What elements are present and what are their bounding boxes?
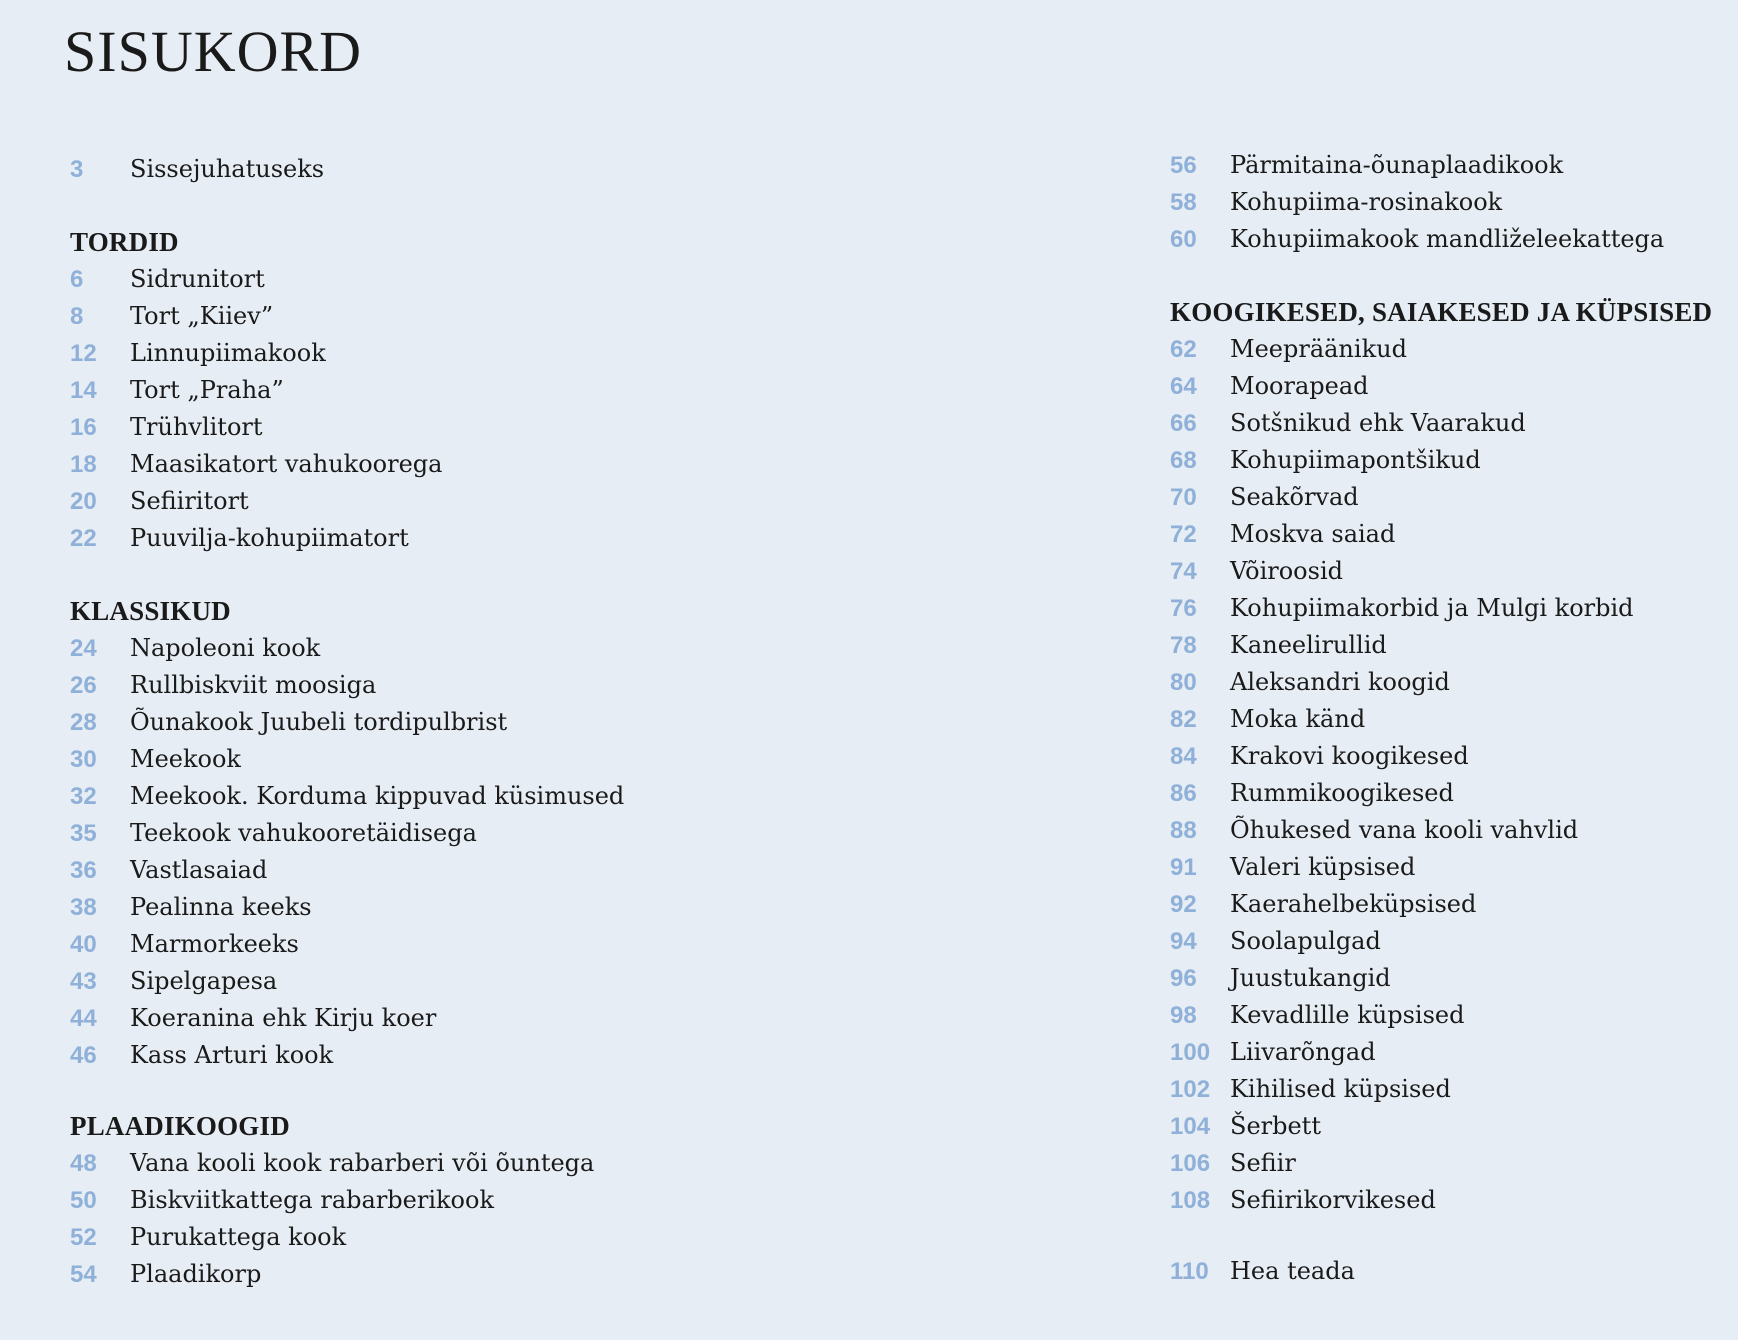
entry-title: Pärmitaina-õunaplaadikook [1230, 151, 1564, 179]
entry-title: Teekook vahukooretäidisega [130, 819, 477, 847]
entry-title: Šerbett [1230, 1112, 1321, 1140]
entry-title: Maasikatort vahukoorega [130, 450, 443, 478]
page-number: 64 [1170, 373, 1197, 400]
toc-section-koogikesed [1170, 294, 1712, 1219]
toc-entry[interactable] [1170, 886, 1712, 923]
entry-title: Biskviitkattega rabarberikook [130, 1186, 494, 1214]
toc-entry[interactable] [70, 1219, 347, 1256]
entry-title: Kohupiimapontšikud [1230, 446, 1481, 474]
entry-title: Hea teada [1230, 1257, 1355, 1285]
page-number: 68 [1170, 447, 1197, 474]
entry-title: Plaadikorp [130, 1260, 262, 1288]
page-number: 35 [70, 820, 97, 847]
page-number: 12 [70, 340, 97, 367]
page-number: 74 [1170, 558, 1197, 585]
toc-entry[interactable] [1170, 1145, 1712, 1182]
entry-title: Pealinna keeks [130, 893, 312, 921]
toc-section-tordid [70, 224, 443, 557]
toc-section-klassikud [70, 593, 625, 1074]
page-number: 14 [70, 377, 97, 404]
page-number: 16 [70, 414, 97, 441]
page-number: 66 [1170, 410, 1197, 437]
entry-title: Sefiirikorvikesed [1230, 1186, 1436, 1214]
page-number: 22 [70, 525, 97, 552]
page-number: 72 [1170, 521, 1197, 548]
entry-title: Koeranina ehk Kirju koer [130, 1004, 437, 1032]
page-number: 44 [70, 1005, 97, 1032]
toc-entry[interactable] [70, 741, 241, 778]
page-number: 62 [1170, 336, 1197, 363]
page-number: 54 [70, 1261, 97, 1288]
section-heading: TORDID [70, 227, 179, 257]
page-number: 100 [1170, 1039, 1211, 1066]
toc-entry[interactable] [70, 1256, 290, 1293]
entry-title: Rummikoogikesed [1230, 779, 1454, 807]
entry-title: Õhukesed vana kooli vahvlid [1230, 816, 1579, 844]
toc-entry[interactable] [1170, 1071, 1712, 1108]
entry-title: Moka känd [1230, 705, 1366, 733]
toc-entry[interactable] [1170, 405, 1712, 442]
toc-entry[interactable] [70, 335, 326, 372]
page-number: 94 [1170, 928, 1197, 955]
toc-entry[interactable] [70, 667, 377, 704]
entry-title: Õunakook Juubeli tordipulbrist [130, 708, 508, 736]
toc-section-plaadikoogid [70, 1108, 595, 1293]
page-number: 48 [70, 1150, 97, 1177]
toc-entry[interactable] [1170, 1182, 1712, 1219]
page-number: 70 [1170, 484, 1197, 511]
toc-entry[interactable] [70, 1182, 494, 1219]
toc-entry[interactable] [1170, 923, 1712, 960]
page-number: 91 [1170, 854, 1197, 881]
page-number: 82 [1170, 706, 1197, 733]
toc-entry[interactable] [1170, 368, 1712, 405]
toc-entry[interactable] [1170, 516, 1712, 553]
toc-entry[interactable] [70, 1000, 437, 1037]
page-number: 43 [70, 968, 97, 995]
toc-entry[interactable] [70, 1145, 595, 1182]
page-number: 56 [1170, 152, 1197, 179]
toc-entry[interactable] [1170, 701, 1712, 738]
entry-title: Tort „Praha” [130, 376, 284, 404]
page-number: 98 [1170, 1002, 1197, 1029]
page-number: 86 [1170, 780, 1197, 807]
entry-title: Rullbiskviit moosiga [130, 671, 377, 699]
page-number: 76 [1170, 595, 1197, 622]
entry-title: Kass Arturi kook [130, 1041, 334, 1069]
toc-entry[interactable] [70, 298, 274, 335]
entry-title: Meekook. Korduma kippuvad küsimused [130, 782, 625, 810]
toc-entry[interactable] [1170, 553, 1712, 590]
toc-entry[interactable] [70, 815, 477, 852]
page-number: 104 [1170, 1113, 1211, 1140]
page-number: 96 [1170, 965, 1197, 992]
entry-title: Soolapulgad [1230, 927, 1381, 955]
page-number: 6 [70, 266, 84, 293]
toc-entry[interactable] [1170, 590, 1712, 627]
toc-entry[interactable] [1170, 1108, 1712, 1145]
toc-entry[interactable] [70, 483, 249, 520]
toc-entry[interactable] [70, 1037, 334, 1074]
page-number: 80 [1170, 669, 1197, 696]
entry-title: Sotšnikud ehk Vaarakud [1230, 409, 1526, 437]
page-number: 52 [70, 1224, 97, 1251]
page-number: 108 [1170, 1187, 1211, 1214]
entry-title: Liivarõngad [1230, 1038, 1376, 1066]
entry-title: Sidrunitort [130, 265, 265, 293]
entry-title: Purukattega kook [130, 1223, 347, 1251]
toc-entry[interactable] [70, 520, 409, 557]
entry-title: Meepräänikud [1230, 335, 1407, 363]
page-number: 110 [1170, 1258, 1209, 1285]
entry-title: Tort „Kiiev” [130, 302, 274, 330]
page-number: 78 [1170, 632, 1197, 659]
entry-title: Seakõrvad [1230, 483, 1359, 511]
toc-entry[interactable] [70, 261, 265, 298]
page-number: 3 [70, 156, 84, 183]
entry-title: Sefiiritort [130, 487, 249, 515]
entry-title: Moorapead [1230, 372, 1369, 400]
toc-entry[interactable] [70, 963, 278, 1000]
toc-entry[interactable] [1170, 479, 1712, 516]
toc-entry[interactable] [70, 372, 284, 409]
page-number: 32 [70, 783, 97, 810]
toc-entry[interactable] [1170, 738, 1712, 775]
page-number: 58 [1170, 189, 1197, 216]
entry-title: Napoleoni kook [130, 634, 321, 662]
toc-entry[interactable] [1170, 849, 1712, 886]
entry-title: Sissejuhatuseks [130, 155, 325, 183]
toc-entry[interactable] [1170, 442, 1712, 479]
entry-title: Sefiir [1230, 1149, 1296, 1177]
toc-entry[interactable] [70, 778, 625, 815]
toc-entry[interactable] [70, 889, 312, 926]
toc-entry[interactable] [70, 926, 299, 963]
entry-title: Kihilised küpsised [1230, 1075, 1451, 1103]
toc-entry[interactable] [1170, 1034, 1712, 1071]
entry-title: Trühvlitort [130, 413, 263, 441]
page-number: 28 [70, 709, 97, 736]
section-heading: KOOGIKESED, SAIAKESED JA KÜPSISED [1170, 297, 1713, 327]
entry-title: Kohupiimakorbid ja Mulgi korbid [1230, 594, 1634, 622]
section-heading: KLASSIKUD [70, 596, 231, 626]
toc-entry[interactable] [1170, 627, 1712, 664]
toc-entry[interactable] [1170, 775, 1712, 812]
page-number: 102 [1170, 1076, 1211, 1103]
page-number: 26 [70, 672, 97, 699]
entry-title: Aleksandri koogid [1230, 668, 1450, 696]
toc-entry[interactable] [1170, 664, 1712, 701]
page-number: 50 [70, 1187, 97, 1214]
toc-entry[interactable] [1170, 997, 1712, 1034]
page-number: 30 [70, 746, 97, 773]
entry-title: Kaneelirullid [1230, 631, 1387, 659]
entry-title: Vana kooli kook rabarberi või õuntega [130, 1149, 595, 1177]
section-heading: PLAADIKOOGID [70, 1111, 290, 1141]
entry-title: Meekook [130, 745, 241, 773]
page-title: SISUKORD [64, 19, 363, 84]
entry-title: Linnupiimakook [130, 339, 326, 367]
toc-entry[interactable] [70, 852, 268, 889]
toc-entry[interactable] [70, 704, 508, 741]
page-number: 18 [70, 451, 97, 478]
page-number: 88 [1170, 817, 1197, 844]
toc-entry[interactable] [1170, 812, 1712, 849]
entry-title: Kevadlille küpsised [1230, 1001, 1465, 1029]
entry-title: Puuvilja-kohupiimatort [130, 524, 409, 552]
entry-title: Krakovi koogikesed [1230, 742, 1469, 770]
toc-entry[interactable] [1170, 331, 1712, 368]
page-number: 20 [70, 488, 97, 515]
entry-title: Marmorkeeks [130, 930, 299, 958]
entry-title: Kaerahelbeküpsised [1230, 890, 1477, 918]
toc-entry[interactable] [70, 409, 263, 446]
entry-title: Moskva saiad [1230, 520, 1396, 548]
entry-title: Vastlasaiad [130, 856, 268, 884]
entry-title: Kohupiimakook mandliželeekattega [1230, 225, 1665, 253]
page-number: 106 [1170, 1150, 1211, 1177]
toc-entry[interactable] [70, 446, 443, 483]
entry-title: Võiroosid [1230, 557, 1343, 585]
page-number: 92 [1170, 891, 1197, 918]
entry-title: Kohupiima-rosinakook [1230, 188, 1503, 216]
entry-title: Sipelgapesa [130, 967, 278, 995]
page-number: 46 [70, 1042, 97, 1069]
page-number: 84 [1170, 743, 1197, 770]
page-number: 24 [70, 635, 97, 662]
page-number: 38 [70, 894, 97, 921]
toc-entry[interactable] [70, 630, 321, 667]
entry-title: Valeri küpsised [1230, 853, 1416, 881]
page-number: 8 [70, 303, 84, 330]
page-number: 60 [1170, 226, 1197, 253]
entry-title: Juustukangid [1230, 964, 1391, 992]
toc-entry[interactable] [1170, 960, 1712, 997]
page-number: 40 [70, 931, 97, 958]
page-number: 36 [70, 857, 97, 884]
